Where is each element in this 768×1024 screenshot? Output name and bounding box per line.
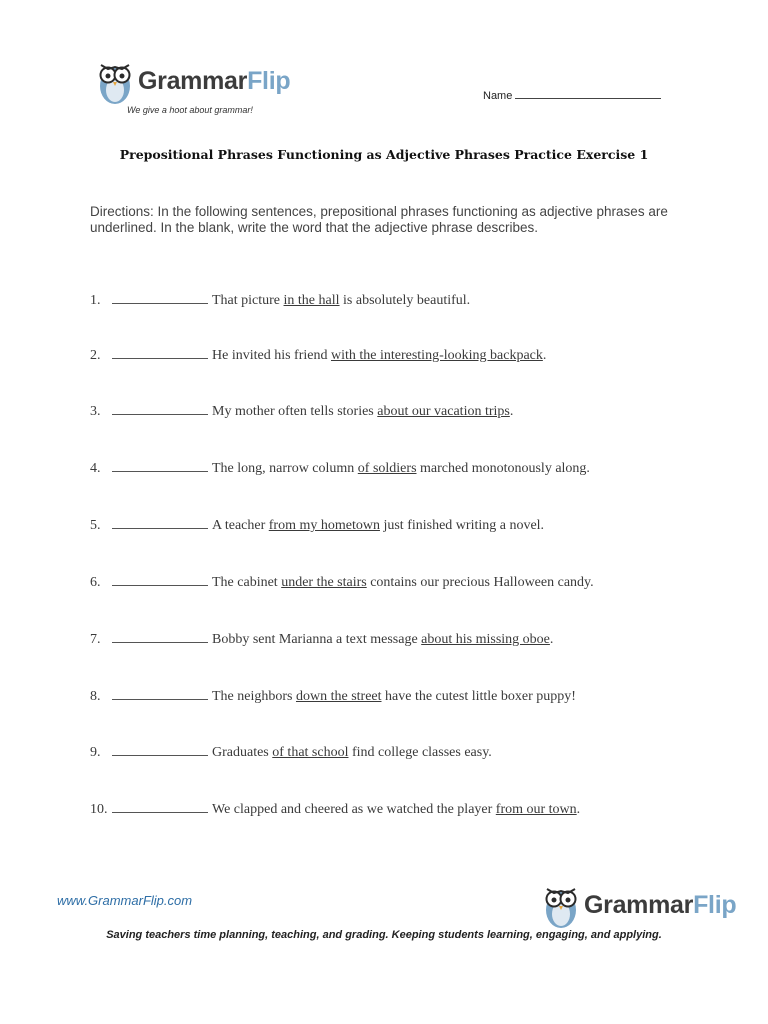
answer-blank[interactable] — [112, 292, 208, 304]
sentence-before: My mother often tells stories — [212, 404, 378, 419]
answer-blank[interactable] — [112, 403, 208, 415]
sentence-after: . — [576, 802, 581, 817]
item-number: 6. — [90, 575, 101, 590]
adjective-phrase: of soldiers — [357, 461, 417, 476]
exercise-item — [90, 460, 590, 477]
sentence-after: just finished writing a novel. — [379, 518, 545, 533]
sentence-after: marched monotonously along. — [416, 461, 590, 476]
name-blank[interactable] — [515, 88, 661, 99]
footer-brand-name — [584, 891, 736, 920]
website-link[interactable]: www.GrammarFlip.com — [57, 893, 193, 908]
adjective-phrase: about our vacation trips — [377, 404, 510, 419]
brand-name — [138, 67, 290, 96]
directions: Directions: In the following sentences, prepositional phrases functioning as adjective phrases are underlined. In the blank, write the word that the adjective phrase describes. — [90, 204, 668, 235]
exercise-item — [90, 631, 553, 648]
sentence-after: have the cutest little boxer puppy! — [381, 689, 576, 704]
adjective-phrase: from our town — [495, 802, 577, 817]
sentence-before: Bobby sent Marianna a text message — [212, 632, 422, 647]
sentence-before: That picture — [212, 293, 284, 308]
sentence-after: . — [509, 404, 514, 419]
answer-blank[interactable] — [112, 517, 208, 529]
owl-icon — [96, 56, 134, 106]
item-number: 10. — [90, 802, 108, 817]
sentence-before: The neighbors — [212, 689, 296, 704]
brand-grammar: Grammar — [138, 66, 248, 95]
item-number: 1. — [90, 293, 101, 308]
sentence-after: contains our precious Halloween candy. — [366, 575, 594, 590]
answer-blank[interactable] — [112, 574, 208, 586]
grammarflip-logo — [96, 56, 296, 118]
item-number: 3. — [90, 404, 101, 419]
sentence-after: . — [549, 632, 554, 647]
sentence-before: The cabinet — [212, 575, 282, 590]
sentence-before: The long, narrow column — [212, 461, 358, 476]
item-number: 7. — [90, 632, 101, 647]
adjective-phrase: of that school — [272, 745, 349, 760]
answer-blank[interactable] — [112, 347, 208, 359]
exercise-item — [90, 517, 544, 534]
adjective-phrase: from my hometown — [268, 518, 380, 533]
item-number: 9. — [90, 745, 101, 760]
sentence-after: find college classes easy. — [348, 745, 492, 760]
exercise-item — [90, 688, 576, 705]
item-number: 2. — [90, 348, 101, 363]
sentence-before: He invited his friend — [212, 348, 331, 363]
sentence-before: A teacher — [212, 518, 269, 533]
item-number: 5. — [90, 518, 101, 533]
exercise-item — [90, 801, 580, 818]
sentence-before: We clapped and cheered as we watched the player — [212, 802, 496, 817]
adjective-phrase: down the street — [295, 689, 382, 704]
sentence-after: . — [542, 348, 547, 363]
tagline: We give a hoot about grammar! — [127, 105, 253, 115]
owl-icon — [542, 880, 580, 930]
item-number: 8. — [90, 689, 101, 704]
exercise-item — [90, 744, 492, 761]
sentence-before: Graduates — [212, 745, 273, 760]
answer-blank[interactable] — [112, 688, 208, 700]
adjective-phrase: with the interesting-looking backpack — [330, 348, 543, 363]
item-number: 4. — [90, 461, 101, 476]
footer-brand-grammar: Grammar — [584, 890, 694, 919]
name-field — [483, 88, 661, 102]
name-label: Name — [483, 90, 513, 102]
exercise-item — [90, 574, 594, 591]
exercise-item — [90, 347, 546, 364]
exercise-item — [90, 292, 470, 309]
page-title: Prepositional Phrases Functioning as Adjective Phrases Practice Exercise 1 — [119, 147, 649, 162]
footer-tagline: Saving teachers time planning, teaching, and grading. Keeping students learning, engaging, and applying. — [106, 929, 662, 941]
sentence-after: is absolutely beautiful. — [339, 293, 471, 308]
adjective-phrase: in the hall — [283, 293, 340, 308]
adjective-phrase: about his missing oboe — [421, 632, 550, 647]
answer-blank[interactable] — [112, 801, 208, 813]
answer-blank[interactable] — [112, 631, 208, 643]
exercise-item — [90, 403, 513, 420]
brand-flip: Flip — [247, 66, 291, 95]
answer-blank[interactable] — [112, 744, 208, 756]
footer-logo — [542, 880, 736, 930]
answer-blank[interactable] — [112, 460, 208, 472]
adjective-phrase: under the stairs — [281, 575, 367, 590]
footer-brand-flip: Flip — [693, 890, 737, 919]
